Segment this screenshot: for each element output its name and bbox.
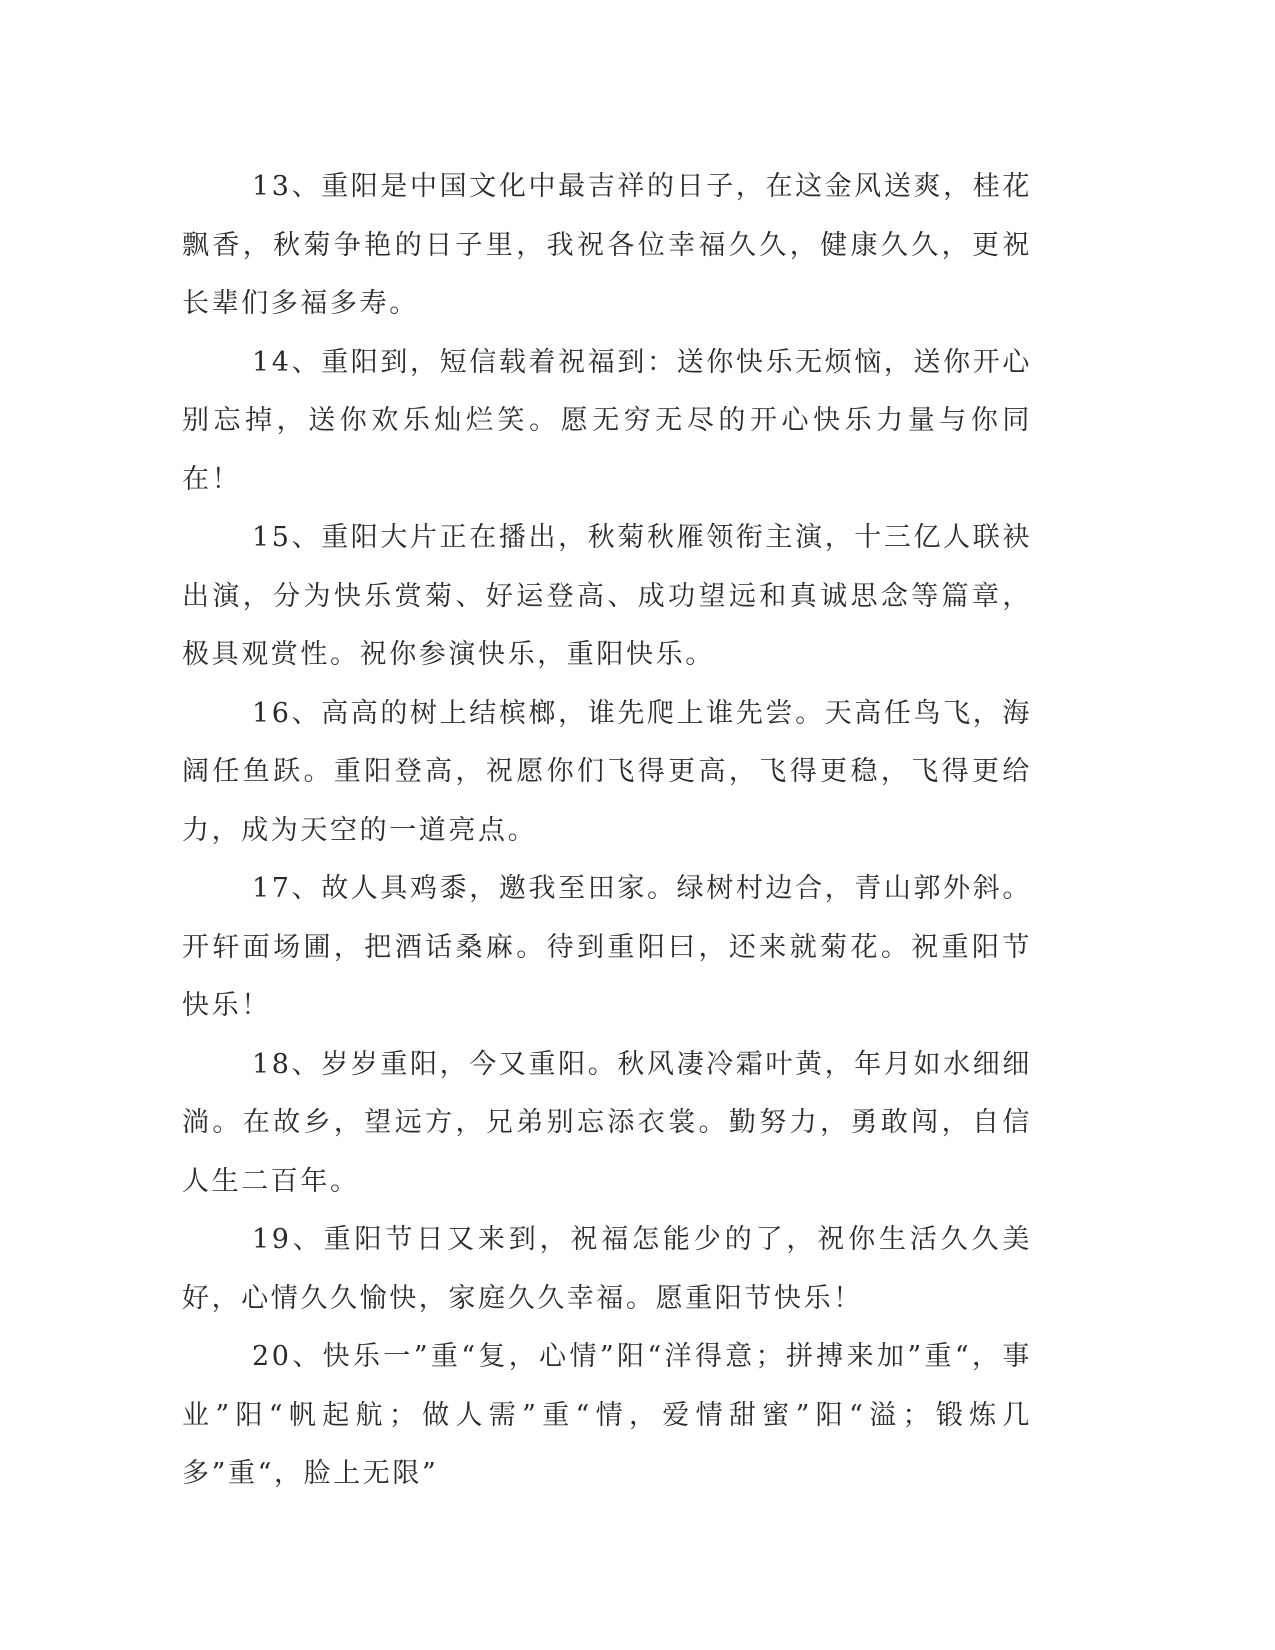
paragraph-18: 18、岁岁重阳，今又重阳。秋风凄冷霜叶黄，年月如水细细淌。在故乡，望远方，兄弟别忘添衣裳。勤努力，勇敢闯，自信人生二百年。: [182, 1048, 1032, 1197]
body-text: [182, 158, 1032, 1504]
paragraph-20: 20、快乐一”重“复，心情”阳“洋得意；拼搏来加”重“，事业”阳“帆起航；做人需”重“情，爱情甜蜜”阳“溢；锻炼几多”重“，脸上无限”: [182, 1341, 1032, 1489]
paragraph-19: 19、重阳节日又来到，祝福怎能少的了，祝你生活久久美好，心情久久愉快，家庭久久幸福。愿重阳节快乐！: [182, 1224, 1032, 1314]
paragraph-13: 13、重阳是中国文化中最吉祥的日子，在这金风送爽，桂花飘香，秋菊争艳的日子里，我祝各位幸福久久，健康久久，更祝长辈们多福多寿。: [182, 171, 1032, 319]
paragraph-14: 14、重阳到，短信载着祝福到：送你快乐无烦恼，送你开心别忘掉，送你欢乐灿烂笑。愿无穷无尽的开心快乐力量与你同在！: [182, 346, 1032, 495]
paragraph-15: 15、重阳大片正在播出，秋菊秋雁领衔主演，十三亿人联袂出演，分为快乐赏菊、好运登高、成功望远和真诚思念等篇章，极具观赏性。祝你参演快乐，重阳快乐。: [182, 522, 1032, 670]
paragraph-16: 16、高高的树上结槟榔，谁先爬上谁先尝。天高任鸟飞，海阔任鱼跃。重阳登高，祝愿你们飞得更高，飞得更稳，飞得更给力，成为天空的一道亮点。: [182, 697, 1032, 846]
paragraph-17: 17、故人具鸡黍，邀我至田家。绿树村边合，青山郭外斜。开轩面场圃，把酒话桑麻。待到重阳曰，还来就菊花。祝重阳节快乐！: [182, 873, 1032, 1021]
